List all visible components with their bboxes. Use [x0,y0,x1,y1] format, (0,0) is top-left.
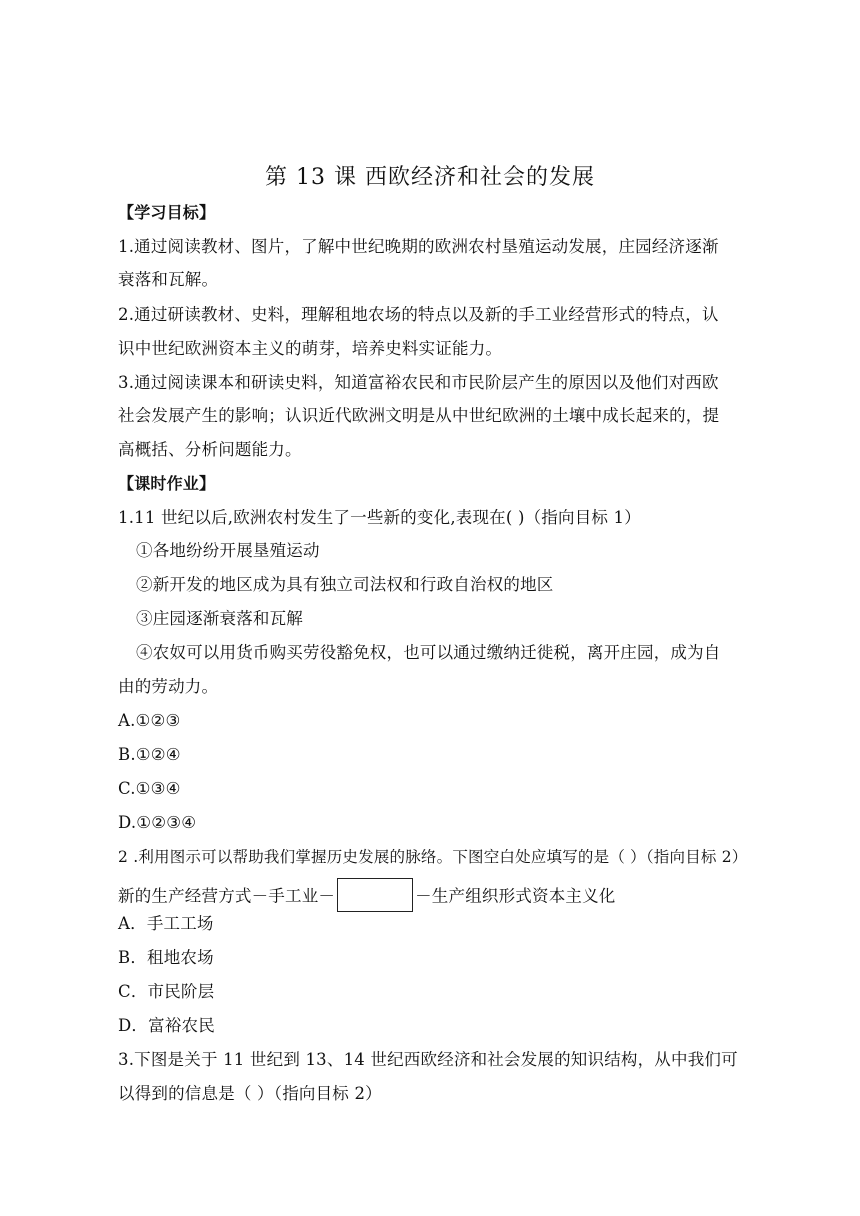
flow-right-text: －生产组织形式资本主义化 [415,886,616,906]
question-1-option-a: A.①②③ [118,711,181,730]
question-2-option-c: C．市民阶层 [118,982,215,1001]
blank-box [337,878,413,912]
question-1-item: ②新开发的地区成为具有独立司法权和行政自治权的地区 [136,575,554,594]
question-1-item: ④农奴可以用货币购买劳役豁免权，也可以通过缴纳迁徙税，离开庄园，成为自 [136,643,721,662]
section-heading-goals: 【学习目标】 [118,203,216,222]
question-1-item: ③庄园逐渐衰落和瓦解 [136,609,303,628]
question-1-option-d: D.①②③④ [118,813,197,832]
question-1-stem: 1.11 世纪以后,欧洲农村发生了一些新的变化,表现在( )（指向目标 1） [118,508,641,527]
question-2-flow [118,880,750,914]
goal-line: 识中世纪欧洲资本主义的萌芽，培养史料实证能力。 [118,339,503,358]
goal-line: 2.通过研读教材、史料，理解租地农场的特点以及新的手工业经营形式的特点，认 [118,305,719,324]
goal-line: 3.通过阅读课本和研读史料，知道富裕农民和市民阶层产生的原因以及他们对西欧 [118,373,719,392]
question-2-option-d: D．富裕农民 [118,1016,215,1035]
question-3-stem-continued: 以得到的信息是（ ）（指向目标 2） [118,1084,382,1103]
goal-line: 1.通过阅读教材、图片，了解中世纪晚期的欧洲农村垦殖运动发展，庄园经济逐渐 [118,237,719,256]
flow-left-text: 新的生产经营方式－手工业－ [118,886,336,906]
question-2-option-a: A．手工工场 [118,914,214,933]
goal-line: 高概括、分析问题能力。 [118,440,302,459]
goal-line: 衰落和瓦解。 [118,270,219,289]
page-title: 第 13 课 西欧经济和社会的发展 [265,165,595,190]
goal-line: 社会发展产生的影响；认识近代欧洲文明是从中世纪欧洲的土壤中成长起来的，提 [118,406,720,425]
question-2-option-b: B．租地农场 [118,948,214,967]
question-1-item-continued: 由的劳动力。 [118,677,219,696]
section-heading-homework: 【课时作业】 [118,474,216,493]
question-1-item: ①各地纷纷开展垦殖运动 [136,541,320,560]
question-2-stem: 2 .利用图示可以帮助我们掌握历史发展的脉络。下图空白处应填写的是（ ）（指向目标 2） [118,848,748,866]
question-1-option-c: C.①③④ [118,779,181,798]
question-3-stem: 3.下图是关于 11 世纪到 13、14 世纪西欧经济和社会发展的知识结构，从中我们可 [118,1050,738,1069]
question-1-option-b: B.①②④ [118,745,181,764]
